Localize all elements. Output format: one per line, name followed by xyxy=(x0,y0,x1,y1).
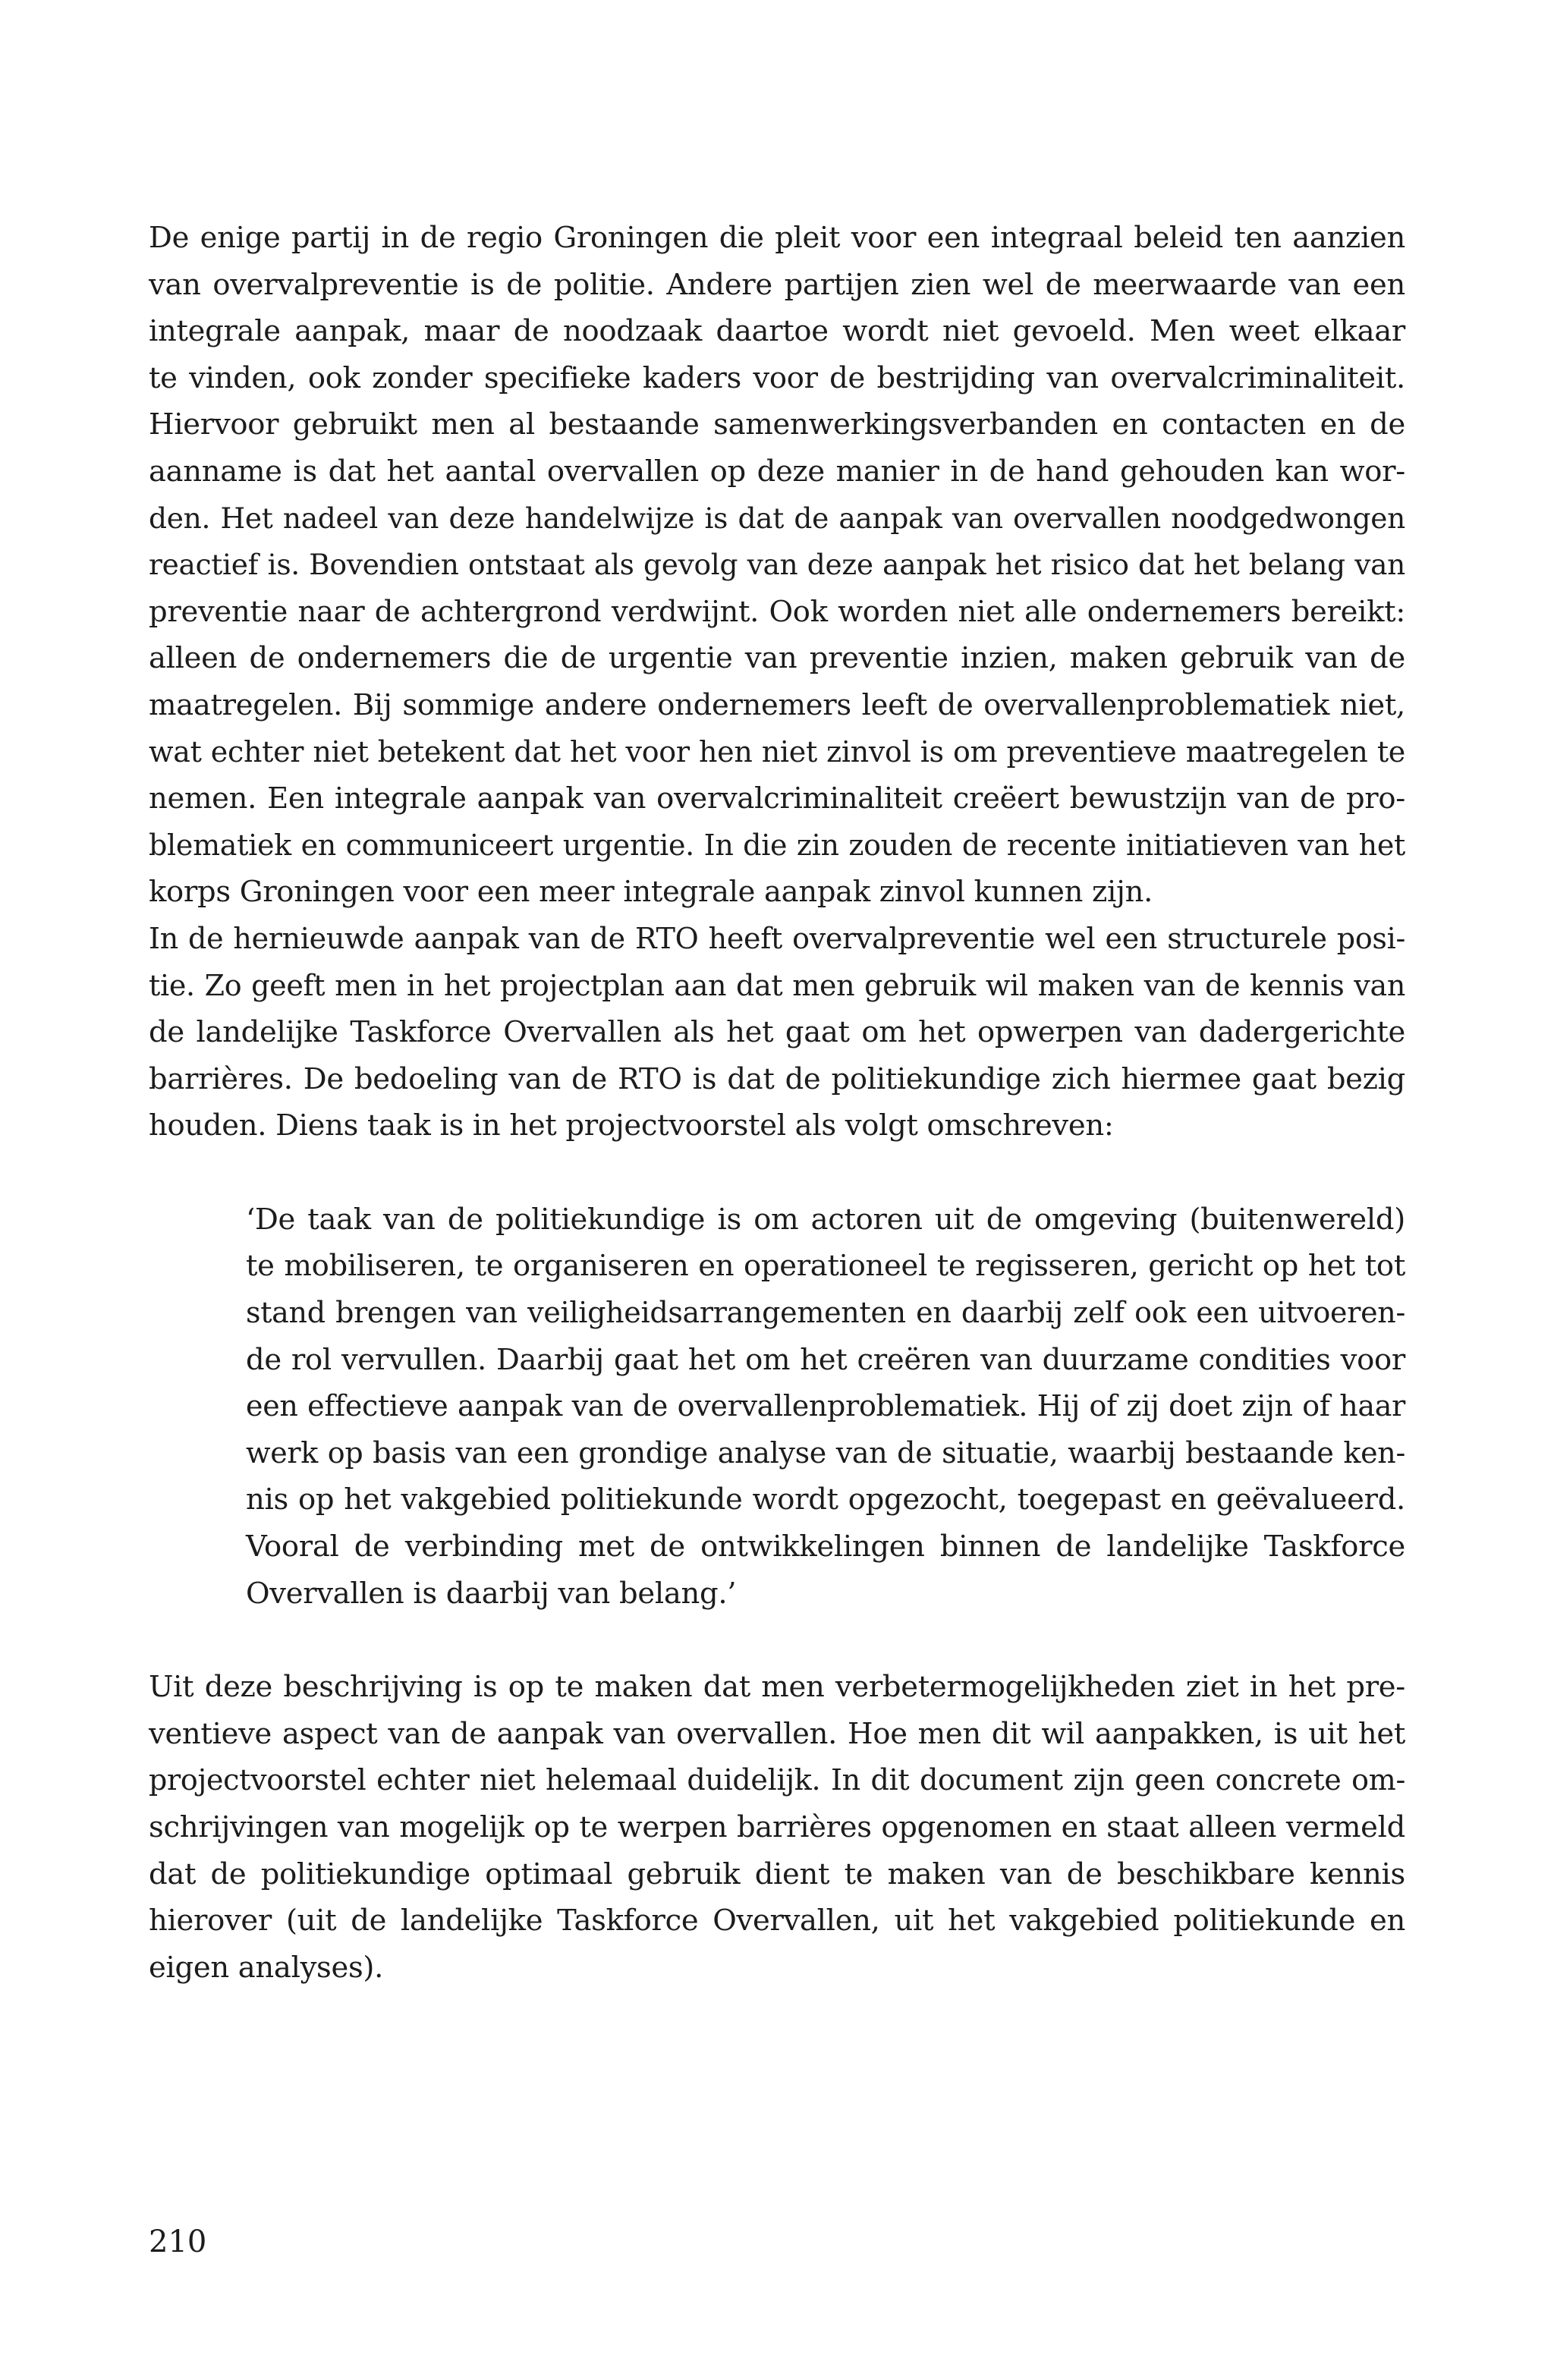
quote-line: werk op basis van een grondige analyse van de situatie, waarbij bestaande ken- xyxy=(246,1435,1405,1470)
text-line: aanname is dat het aantal overvallen op deze manier in de hand gehouden kan wor- xyxy=(149,454,1405,489)
text-line: barrières. De bedoeling van de RTO is dat de politiekundige zich hiermee gaat bezig xyxy=(149,1061,1405,1096)
text-line: de landelijke Taskforce Overvallen als het gaat om het opwerpen van dadergerichte xyxy=(149,1015,1405,1050)
page-body xyxy=(149,215,1405,1991)
text-line: eigen analyses). xyxy=(149,1950,384,1985)
text-line: nemen. Een integrale aanpak van overvalcriminaliteit creëert bewustzijn van de pro- xyxy=(149,781,1405,816)
text-line: De enige partij in de regio Groningen die pleit voor een integraal beleid ten aanzien xyxy=(149,221,1405,255)
text-line: reactief is. Bovendien ontstaat als gevolg van deze aanpak het risico dat het belang van xyxy=(149,548,1405,582)
text-line: maatregelen. Bij sommige andere ondernemers leeft de overvallenproblematiek niet, xyxy=(149,687,1405,722)
text-line: alleen de ondernemers die de urgentie van preventie inzien, maken gebruik van de xyxy=(149,641,1405,676)
quote-line: ‘De taak van de politiekundige is om actoren uit de omgeving (buitenwereld) xyxy=(246,1202,1405,1237)
text-line: korps Groningen voor een meer integrale aanpak zinvol kunnen zijn. xyxy=(149,875,1153,910)
text-line: preventie naar de achtergrond verdwijnt. Ook worden niet alle ondernemers bereikt: xyxy=(149,594,1405,629)
text-line: blematiek en communiceert urgentie. In die zin zouden de recente initiatieven van het xyxy=(149,828,1405,862)
text-line: integrale aanpak, maar de noodzaak daartoe wordt niet gevoeld. Men weet elkaar xyxy=(149,314,1405,349)
text-line: ventieve aspect van de aanpak van overvallen. Hoe men dit wil aanpakken, is uit het xyxy=(149,1716,1405,1751)
paragraph-2 xyxy=(149,916,1405,1149)
text-line: Hiervoor gebruikt men al bestaande samenwerkingsverbanden en contacten en de xyxy=(149,407,1405,442)
text-line: te vinden, ook zonder specifieke kaders voor de bestrijding van overvalcriminaliteit. xyxy=(149,360,1405,395)
quote-line: nis op het vakgebied politiekunde wordt opgezocht, toegepast en geëvalueerd. xyxy=(246,1482,1405,1517)
text-line: wat echter niet betekent dat het voor hen niet zinvol is om preventieve maatregelen te xyxy=(149,734,1405,769)
text-line: hierover (uit de landelijke Taskforce Overvallen, uit het vakgebied politiekunde en xyxy=(149,1904,1405,1938)
paragraph-3 xyxy=(149,1664,1405,1991)
quote-line: Vooral de verbinding met de ontwikkelingen binnen de landelijke Taskforce xyxy=(246,1530,1405,1564)
text-line: In de hernieuwde aanpak van de RTO heeft overvalpreventie wel een structurele posi- xyxy=(149,921,1405,955)
quote-line: de rol vervullen. Daarbij gaat het om het creëren van duurzame condities voor xyxy=(246,1342,1405,1377)
quote-line: Overvallen is daarbij van belang.’ xyxy=(246,1576,737,1611)
text-line: den. Het nadeel van deze handelwijze is dat de aanpak van overvallen noodgedwongen xyxy=(149,501,1405,535)
text-line: schrijvingen van mogelijk op te werpen barrières opgenomen en staat alleen vermeld xyxy=(149,1810,1405,1844)
paragraph-1 xyxy=(149,215,1405,916)
text-line: houden. Diens taak is in het projectvoorstel als volgt omschreven: xyxy=(149,1108,1114,1143)
text-line: van overvalpreventie is de politie. Andere partijen zien wel de meerwaarde van een xyxy=(149,267,1405,302)
text-line: Uit deze beschrijving is op te maken dat men verbetermogelijkheden ziet in het pre- xyxy=(149,1670,1405,1705)
block-quote xyxy=(246,1196,1405,1617)
quote-line: een effectieve aanpak van de overvallenproblematiek. Hij of zij doet zijn of haar xyxy=(246,1389,1405,1423)
quote-line: stand brengen van veiligheidsarrangementen en daarbij zelf ook een uitvoeren- xyxy=(246,1296,1405,1330)
page-number: 210 xyxy=(149,2224,207,2259)
quote-line: te mobiliseren, te organiseren en operationeel te regisseren, gericht op het tot xyxy=(246,1249,1405,1284)
text-line: dat de politiekundige optimaal gebruik dient te maken van de beschikbare kennis xyxy=(149,1857,1405,1891)
text-line: projectvoorstel echter niet helemaal duidelijk. In dit document zijn geen concrete om- xyxy=(149,1763,1405,1797)
text-line: tie. Zo geeft men in het projectplan aan dat men gebruik wil maken van de kennis van xyxy=(149,968,1405,1002)
